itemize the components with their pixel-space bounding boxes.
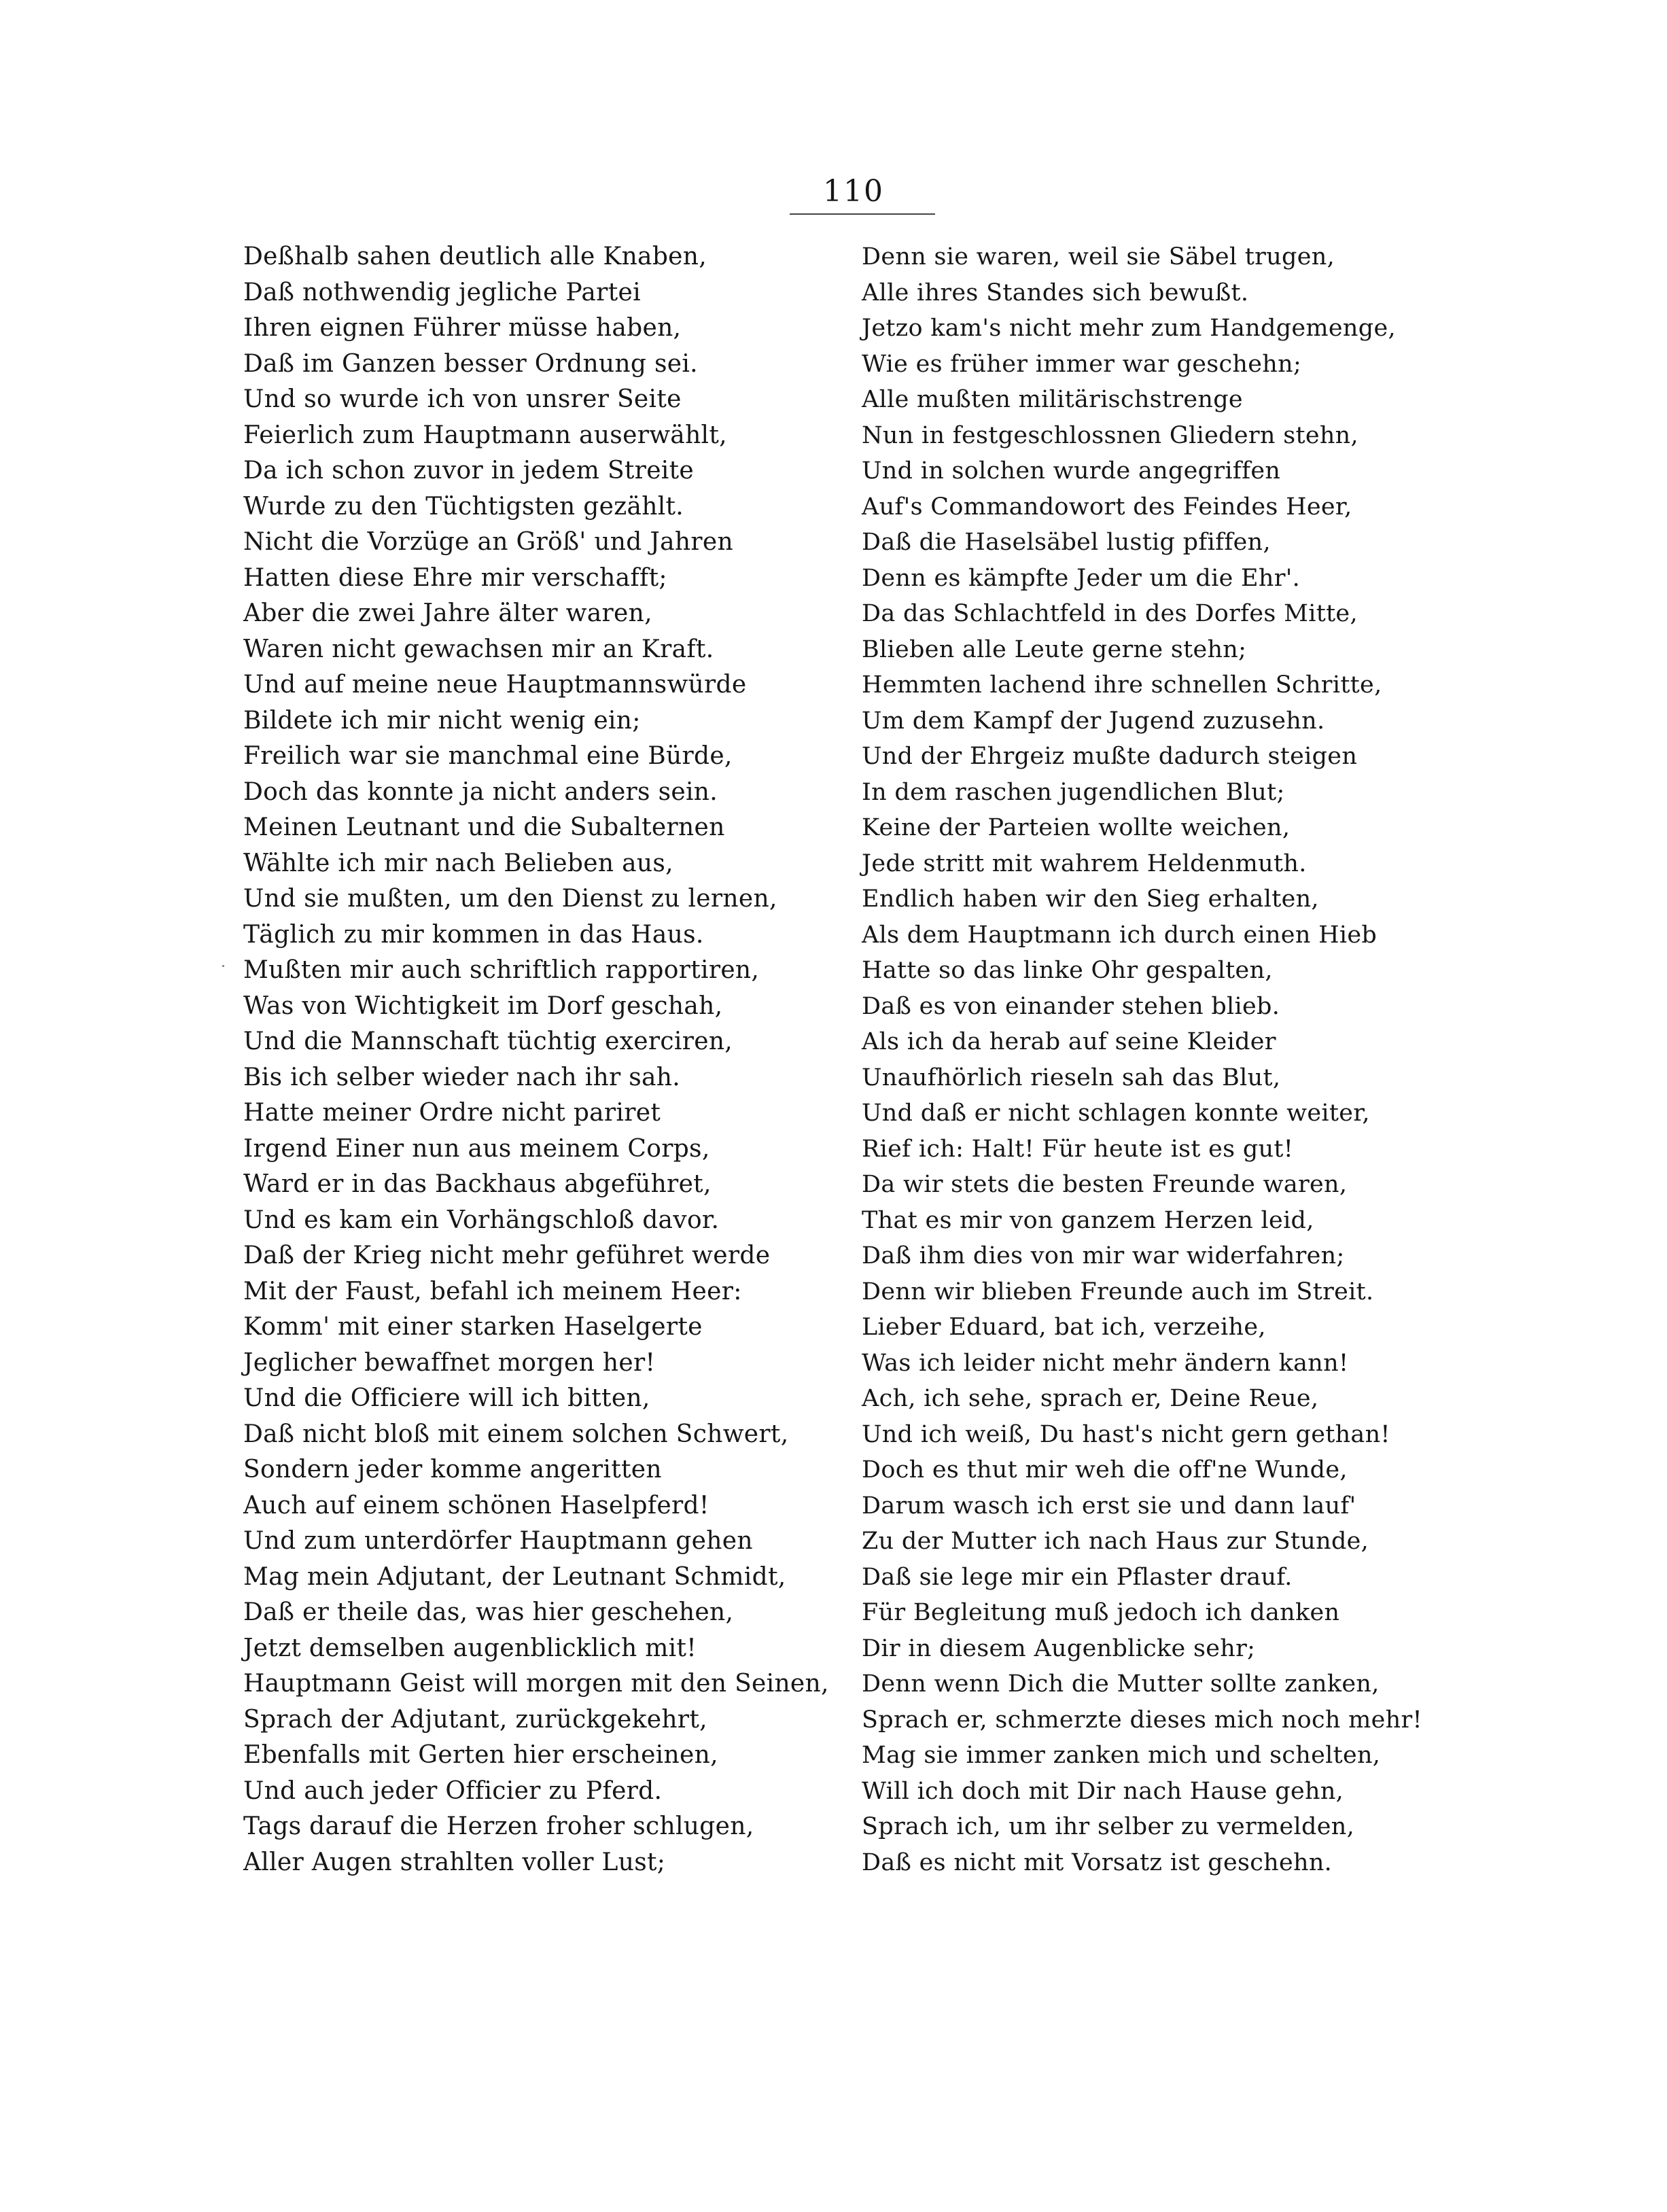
- right-verse-column: [862, 239, 1446, 1880]
- verse-line: Und auf meine neue Hauptmannswürde: [243, 671, 747, 699]
- verse-line: Und die Officiere will ich bitten,: [243, 1384, 650, 1412]
- verse-line: Da das Schlachtfeld in des Dorfes Mitte,: [862, 600, 1358, 627]
- verse-line: Ebenfalls mit Gerten hier erscheinen,: [243, 1741, 718, 1769]
- verse-line: Daß die Haselsäbel lustig pfiffen,: [862, 529, 1271, 556]
- verse-line: Zu der Mutter ich nach Haus zur Stunde,: [862, 1528, 1369, 1555]
- page-number-rule: [790, 213, 935, 215]
- verse-line: Irgend Einer nun aus meinem Corps,: [243, 1134, 710, 1163]
- verse-line: Bis ich selber wieder nach ihr sah.: [243, 1063, 680, 1091]
- verse-line: Wie es früher immer war geschehn;: [862, 350, 1302, 378]
- verse-line: Daß der Krieg nicht mehr geführet werde: [243, 1242, 771, 1269]
- verse-line: Und zum unterdörfer Hauptmann gehen: [243, 1527, 753, 1555]
- verse-line: Deßhalb sahen deutlich alle Knaben,: [243, 243, 707, 270]
- verse-line: Und in solchen wurde angegriffen: [862, 457, 1281, 485]
- verse-line: Daß nicht bloß mit einem solchen Schwert,: [243, 1420, 789, 1448]
- verse-line: Jetzo kam's nicht mehr zum Handgemenge,: [862, 315, 1396, 342]
- verse-line: That es mir von ganzem Herzen leid,: [862, 1206, 1314, 1234]
- verse-line: Auch auf einem schönen Haselpferd!: [243, 1491, 709, 1520]
- verse-line: Nun in festgeschlossnen Gliedern stehn,: [862, 421, 1358, 449]
- verse-line: Jetzt demselben augenblicklich mit!: [243, 1634, 697, 1662]
- verse-line: Denn es kämpfte Jeder um die Ehr'.: [862, 564, 1301, 592]
- verse-line: Bildete ich mir nicht wenig ein;: [243, 706, 641, 735]
- verse-line: Waren nicht gewachsen mir an Kraft.: [243, 635, 714, 663]
- verse-line: Meinen Leutnant und die Subalternen: [243, 813, 725, 841]
- verse-line: Daß es nicht mit Vorsatz ist geschehn.: [862, 1848, 1333, 1876]
- page-number: 110: [823, 174, 884, 209]
- verse-line: Unaufhörlich rieseln sah das Blut,: [862, 1064, 1281, 1091]
- verse-line: Als dem Hauptmann ich durch einen Hieb: [862, 921, 1378, 949]
- verse-line: Daß ihm dies von mir war widerfahren;: [862, 1242, 1345, 1269]
- verse-line: In dem raschen jugendlichen Blut;: [862, 778, 1285, 806]
- verse-line: Und sie mußten, um den Dienst zu lernen,: [243, 885, 777, 913]
- verse-line: Ihren eignen Führer müsse haben,: [243, 314, 682, 342]
- verse-line: Aller Augen strahlten voller Lust;: [243, 1848, 666, 1876]
- verse-line: Mag mein Adjutant, der Leutnant Schmidt,: [243, 1562, 786, 1591]
- verse-line: Blieben alle Leute gerne stehn;: [862, 635, 1247, 663]
- verse-line: Nicht die Vorzüge an Größ' und Jahren: [243, 528, 733, 556]
- verse-line: Was ich leider nicht mehr ändern kann!: [862, 1349, 1349, 1377]
- verse-line: Doch es thut mir weh die off'ne Wunde,: [862, 1456, 1348, 1484]
- print-speck: [222, 965, 224, 967]
- verse-line: Doch das konnte ja nicht anders sein.: [243, 777, 718, 806]
- verse-line: Sprach der Adjutant, zurückgekehrt,: [243, 1705, 707, 1734]
- verse-line: Denn wir blieben Freunde auch im Streit.: [862, 1278, 1374, 1305]
- verse-line: Daß er theile das, was hier geschehen,: [243, 1598, 734, 1626]
- verse-line: Hatte so das linke Ohr gespalten,: [862, 957, 1273, 984]
- verse-line: Mußten mir auch schriftlich rapportiren,: [243, 956, 760, 984]
- verse-line: Sondern jeder komme angeritten: [243, 1456, 662, 1484]
- verse-line: Auf's Commandowort des Feindes Heer,: [862, 493, 1352, 521]
- verse-line: Hatten diese Ehre mir verschafft;: [243, 563, 667, 592]
- verse-line: Jeglicher bewaffnet morgen her!: [243, 1348, 656, 1377]
- verse-line: Daß nothwendig jegliche Partei: [243, 278, 641, 306]
- verse-line: Wurde zu den Tüchtigsten gezählt.: [243, 492, 684, 521]
- verse-line: Was von Wichtigkeit im Dorf geschah,: [243, 991, 723, 1020]
- verse-line: Ward er in das Backhaus abgeführet,: [243, 1170, 712, 1198]
- verse-line: Keine der Parteien wollte weichen,: [862, 814, 1291, 841]
- verse-line: Lieber Eduard, bat ich, verzeihe,: [862, 1314, 1266, 1341]
- verse-line: Hatte meiner Ordre nicht pariret: [243, 1099, 661, 1127]
- verse-line: Und daß er nicht schlagen konnte weiter,: [862, 1100, 1370, 1127]
- verse-line: Hauptmann Geist will morgen mit den Seinen,: [243, 1670, 829, 1698]
- verse-line: Aber die zwei Jahre älter waren,: [243, 599, 652, 627]
- verse-line: Für Begleitung muß jedoch ich danken: [862, 1599, 1340, 1626]
- verse-line: Daß im Ganzen besser Ordnung sei.: [243, 349, 698, 378]
- verse-line: Sprach ich, um ihr selber zu vermelden,: [862, 1813, 1355, 1840]
- verse-line: Wählte ich mir nach Belieben aus,: [243, 849, 673, 877]
- verse-line: Feierlich zum Hauptmann auserwählt,: [243, 421, 727, 449]
- verse-line: Um dem Kampf der Jugend zuzusehn.: [862, 707, 1325, 735]
- verse-line: Ach, ich sehe, sprach er, Deine Reue,: [862, 1385, 1319, 1412]
- left-verse-column: [243, 239, 855, 1880]
- verse-line: Denn wenn Dich die Mutter sollte zanken,: [862, 1670, 1380, 1698]
- verse-line: Und der Ehrgeiz mußte dadurch steigen: [862, 743, 1358, 770]
- verse-line: Täglich zu mir kommen in das Haus.: [243, 920, 704, 949]
- verse-line: Komm' mit einer starken Haselgerte: [243, 1313, 703, 1341]
- verse-line: Mit der Faust, befahl ich meinem Heer:: [243, 1277, 742, 1305]
- verse-line: Als ich da herab auf seine Kleider: [862, 1028, 1276, 1055]
- verse-line: Und ich weiß, Du hast's nicht gern gethan!: [862, 1420, 1390, 1448]
- verse-line: Und die Mannschaft tüchtig exerciren,: [243, 1028, 733, 1055]
- verse-line: Endlich haben wir den Sieg erhalten,: [862, 885, 1319, 913]
- verse-line: Jede stritt mit wahrem Heldenmuth.: [862, 849, 1307, 877]
- verse-line: Mag sie immer zanken mich und schelten,: [862, 1742, 1381, 1769]
- verse-line: Und so wurde ich von unsrer Seite: [243, 385, 682, 413]
- verse-line: Sprach er, schmerzte dieses mich noch mehr!: [862, 1706, 1422, 1734]
- verse-line: Dir in diesem Augenblicke sehr;: [862, 1634, 1256, 1662]
- verse-line: Daß sie lege mir ein Pflaster drauf.: [862, 1563, 1293, 1591]
- verse-line: Hemmten lachend ihre schnellen Schritte,: [862, 671, 1382, 699]
- verse-line: Tags darauf die Herzen froher schlugen,: [243, 1812, 754, 1840]
- verse-line: Daß es von einander stehen blieb.: [862, 992, 1280, 1020]
- verse-line: Alle ihres Standes sich bewußt.: [862, 279, 1249, 306]
- verse-line: Da ich schon zuvor in jedem Streite: [243, 457, 694, 485]
- verse-line: Rief ich: Halt! Für heute ist es gut!: [862, 1135, 1294, 1163]
- verse-line: Und auch jeder Officier zu Pferd.: [243, 1776, 663, 1805]
- verse-line: Freilich war sie manchmal eine Bürde,: [243, 742, 733, 770]
- verse-line: Denn sie waren, weil sie Säbel trugen,: [862, 243, 1335, 270]
- verse-line: Und es kam ein Vorhängschloß davor.: [243, 1206, 720, 1234]
- verse-line: Darum wasch ich erst sie und dann lauf': [862, 1492, 1356, 1520]
- verse-line: Alle mußten militärischstrenge: [862, 386, 1243, 413]
- verse-line: Da wir stets die besten Freunde waren,: [862, 1171, 1348, 1198]
- verse-line: Will ich doch mit Dir nach Hause gehn,: [862, 1777, 1344, 1805]
